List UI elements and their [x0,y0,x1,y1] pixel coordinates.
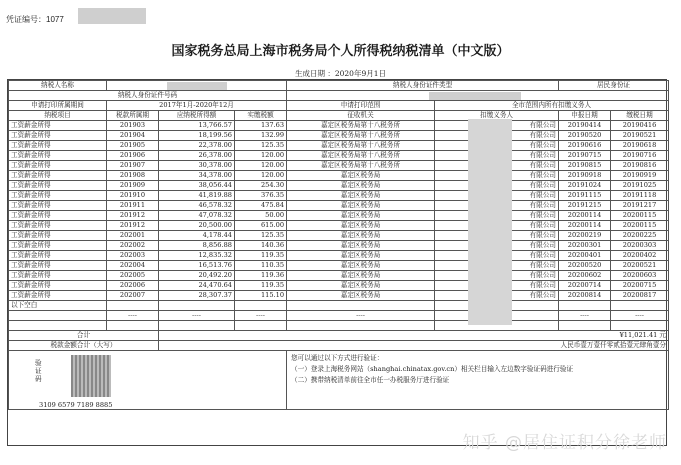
col-agent: 扣缴义务人 [435,111,559,121]
cell-agent: 有限公司 [435,251,559,261]
cell-office: 嘉定区税务局第十八税务所 [287,141,435,151]
cell-item: 工资薪金所得 [9,251,107,261]
cell-tax: 120.00 [235,151,287,161]
cell-filed: 20200301 [559,241,611,251]
cell-tax: 50.00 [235,211,287,221]
cell-paid: 20190716 [611,151,669,161]
cell-filed: 20200814 [559,291,611,301]
cell-agent: 有限公司 [435,141,559,151]
cell-item: 工资薪金所得 [9,201,107,211]
cell-income: 47,078.32 [159,211,235,221]
cell-item: 工资薪金所得 [9,271,107,281]
table-row [9,251,669,261]
cell-agent: 有限公司 [435,281,559,291]
cell-item: 工资薪金所得 [9,261,107,271]
verify-method-1: （一）登录上海税务网站（shanghai.chinatax.gov.cn）相关栏目输入左边数字验证码进行验证 [291,365,574,373]
cell-office: 嘉定区税务局第十八税务所 [287,151,435,161]
cell-office: 嘉定区税务局第十八税务所 [287,161,435,171]
cell-period: 201912 [107,221,159,231]
table-row [9,291,669,301]
cell-agent: 有限公司 [435,211,559,221]
cell-period: 201908 [107,171,159,181]
print-scope-value: 全市范围内所有扣缴义务人 [435,101,669,111]
col-tax: 实缴税额 [235,111,287,121]
total-value: ¥11,021.41 元 [159,331,669,341]
cell-paid: 20200402 [611,251,669,261]
cell-agent: 有限公司 [435,181,559,191]
cell-period: 202003 [107,251,159,261]
table-row [9,271,669,281]
cell-paid: 20190919 [611,171,669,181]
cell-income: 41,819.88 [159,191,235,201]
cell-paid: 20200715 [611,281,669,291]
cell-filed: 20191115 [559,191,611,201]
cell-office: 嘉定区税务局 [287,201,435,211]
table-row [9,241,669,251]
cell-paid: 20200817 [611,291,669,301]
cell-filed: 20190616 [559,141,611,151]
col-item: 纳税项目 [9,111,107,121]
col-period: 税款所属期 [107,111,159,121]
cell-tax: 132.99 [235,131,287,141]
verification-code-label: 验证码 [35,359,42,383]
cell-income: 28,307.37 [159,291,235,301]
cell-period: 201910 [107,191,159,201]
table-row [9,171,669,181]
tax-statement-frame [7,79,667,446]
cell-office: 嘉定区税务局 [287,241,435,251]
document-title: 国家税务总局上海市税务局个人所得税纳税清单（中文版） [171,44,510,59]
table-row [9,161,669,171]
tax-statement-table [8,80,669,410]
cell-office: 嘉定区税务局 [287,231,435,241]
cell-period: 201906 [107,151,159,161]
table-row [9,281,669,291]
cell-income: 46,578.32 [159,201,235,211]
cell-period: 201911 [107,201,159,211]
cell-agent: 有限公司 [435,151,559,161]
print-period-value: 2017年1月-2020年12月 [107,101,287,111]
cell-paid: 20200603 [611,271,669,281]
cell-income: 16,513.76 [159,261,235,271]
dash-row [9,311,669,321]
cell-filed: 20190918 [559,171,611,181]
agent-name-redaction [468,119,512,325]
cell-filed: 20200114 [559,221,611,231]
cell-period: 202001 [107,231,159,241]
cell-income: 13,766.57 [159,121,235,131]
cell-item: 工资薪金所得 [9,231,107,241]
cell-agent: 有限公司 [435,171,559,181]
cell-tax: 254.30 [235,181,287,191]
cell-item: 工资薪金所得 [9,171,107,181]
cell-tax: 115.10 [235,291,287,301]
cell-income: 22,378.00 [159,141,235,151]
cell-income: 38,056.44 [159,181,235,191]
cell-filed: 20200401 [559,251,611,261]
cell-paid: 20190618 [611,141,669,151]
cell-filed: 20200114 [559,211,611,221]
taxpayer-name-value [107,81,287,91]
verification-code-value: 3109 6579 7189 8885 [39,401,113,409]
id-type-value: 居民身份证 [559,81,669,91]
id-type-label: 纳税人身份证件类型 [287,81,559,91]
cell-agent: 有限公司 [435,121,559,131]
voucher-label: 凭证编号：1077 [6,15,64,24]
cell-office: 嘉定区税务局第十八税务所 [287,131,435,141]
dash-income: ---- [159,311,235,321]
cell-agent: 有限公司 [435,271,559,281]
cell-tax: 475.84 [235,201,287,211]
verify-intro: 您可以通过以下方式进行验证： [291,354,384,362]
table-row [9,261,669,271]
cell-office: 嘉定区税务局 [287,221,435,231]
cell-period: 201904 [107,131,159,141]
cell-tax: 615.00 [235,221,287,231]
cell-filed: 20190520 [559,131,611,141]
cell-office: 嘉定区税务局 [287,271,435,281]
table-row [9,121,669,131]
cell-office: 嘉定区税务局 [287,171,435,181]
watermark: 知乎 @居住证积分徐老师 [462,433,667,453]
cell-item: 工资薪金所得 [9,131,107,141]
cell-paid: 20190416 [611,121,669,131]
table-row [9,211,669,221]
cell-tax: 120.00 [235,171,287,181]
total-words-value: 人民币壹万壹仟零贰拾壹元肆角壹分 [159,341,669,351]
cell-paid: 20191025 [611,181,669,191]
cell-period: 201907 [107,161,159,171]
cell-income: 30,378.00 [159,161,235,171]
cell-paid: 20191118 [611,191,669,201]
cell-period: 201903 [107,121,159,131]
cell-paid: 20200115 [611,211,669,221]
cell-agent: 有限公司 [435,161,559,171]
table-row [9,221,669,231]
cell-paid: 20200225 [611,231,669,241]
cell-agent: 有限公司 [435,131,559,141]
cell-filed: 20191024 [559,181,611,191]
cell-period: 202006 [107,281,159,291]
cell-tax: 376.35 [235,191,287,201]
dash-period: ---- [107,311,159,321]
cell-tax: 137.63 [235,121,287,131]
cell-filed: 20190715 [559,151,611,161]
dash-tax: ---- [235,311,287,321]
cell-agent: 有限公司 [435,231,559,241]
tax-rows [9,121,669,301]
cell-agent: 有限公司 [435,261,559,271]
cell-tax: 110.35 [235,261,287,271]
cell-period: 202005 [107,271,159,281]
cell-tax: 119.36 [235,271,287,281]
cell-period: 202004 [107,261,159,271]
cell-office: 嘉定区税务局 [287,291,435,301]
col-paid: 缴税日期 [611,111,669,121]
cell-period: 201912 [107,211,159,221]
table-row [9,181,669,191]
cell-income: 20,492.20 [159,271,235,281]
cell-item: 工资薪金所得 [9,121,107,131]
cell-agent: 有限公司 [435,241,559,251]
cell-item: 工资薪金所得 [9,291,107,301]
blank-note: 以下空白 [9,301,107,311]
cell-tax: 119.35 [235,251,287,261]
col-office: 征收机关 [287,111,435,121]
dash-office: ---- [287,311,435,321]
cell-filed: 20190414 [559,121,611,131]
cell-filed: 20200520 [559,261,611,271]
total-words-label: 税款金额合计（大写） [9,341,159,351]
cell-paid: 20200521 [611,261,669,271]
cell-office: 嘉定区税务局第十八税务所 [287,121,435,131]
cell-paid: 20190521 [611,131,669,141]
cell-item: 工资薪金所得 [9,181,107,191]
cell-period: 201905 [107,141,159,151]
cell-paid: 20200303 [611,241,669,251]
cell-item: 工资薪金所得 [9,211,107,221]
cell-income: 18,199.56 [159,131,235,141]
cell-agent: 有限公司 [435,291,559,301]
cell-filed: 20191215 [559,201,611,211]
cell-office: 嘉定区税务局 [287,181,435,191]
cell-office: 嘉定区税务局 [287,251,435,261]
cell-item: 工资薪金所得 [9,161,107,171]
cell-filed: 20190815 [559,161,611,171]
cell-item: 工资薪金所得 [9,241,107,251]
cell-filed: 20200714 [559,281,611,291]
cell-office: 嘉定区税务局 [287,191,435,201]
voucher-redaction [78,8,146,24]
column-header-row [9,111,669,121]
cell-item: 工资薪金所得 [9,221,107,231]
table-row [9,131,669,141]
dash-filed: ---- [559,311,611,321]
voucher-number [6,14,64,25]
cell-filed: 20200602 [559,271,611,281]
taxpayer-name-label: 纳税人名称 [9,81,107,91]
cell-agent: 有限公司 [435,191,559,201]
cell-period: 201909 [107,181,159,191]
cell-office: 嘉定区税务局 [287,211,435,221]
verification-instructions [287,351,669,410]
print-scope-label: 申请打印范围 [287,101,435,111]
cell-item: 工资薪金所得 [9,151,107,161]
verification-row [9,351,669,410]
cell-agent: 有限公司 [435,221,559,231]
print-period-label: 申请打印所属期间 [9,101,107,111]
cell-agent: 有限公司 [435,201,559,211]
cell-period: 202007 [107,291,159,301]
total-label: 合计 [9,331,159,341]
cell-income: 4,178.44 [159,231,235,241]
cell-paid: 20190816 [611,161,669,171]
col-income: 应纳税所得额 [159,111,235,121]
cell-income: 34,378.00 [159,171,235,181]
cell-income: 24,470.64 [159,281,235,291]
qr-code-redacted [71,355,111,397]
verification-code-cell [9,351,287,410]
table-row [9,191,669,201]
dash-paid: ---- [611,311,669,321]
table-row [9,141,669,151]
cell-tax: 125.35 [235,231,287,241]
table-row [9,151,669,161]
cell-office: 嘉定区税务局 [287,281,435,291]
cell-tax: 120.00 [235,161,287,171]
cell-item: 工资薪金所得 [9,191,107,201]
cell-item: 工资薪金所得 [9,281,107,291]
cell-income: 26,378.00 [159,151,235,161]
cell-tax: 125.35 [235,141,287,151]
col-filed: 申报日期 [559,111,611,121]
verify-method-2: （二）携带纳税清单前往全市任一办税服务厅进行验证 [291,376,450,384]
cell-income: 20,500.00 [159,221,235,231]
cell-item: 工资薪金所得 [9,141,107,151]
id-number-value [287,91,669,101]
cell-filed: 20200219 [559,231,611,241]
table-row [9,201,669,211]
cell-tax: 140.36 [235,241,287,251]
cell-income: 12,835.32 [159,251,235,261]
generated-date: 生成日期 ：2020年9月1日 [294,69,386,78]
cell-paid: 20200115 [611,221,669,231]
cell-income: 8,856.88 [159,241,235,251]
table-row [9,231,669,241]
cell-office: 嘉定区税务局 [287,261,435,271]
cell-tax: 119.35 [235,281,287,291]
cell-paid: 20191217 [611,201,669,211]
id-number-label: 纳税人身份证件号码 [9,91,287,101]
cell-period: 202002 [107,241,159,251]
